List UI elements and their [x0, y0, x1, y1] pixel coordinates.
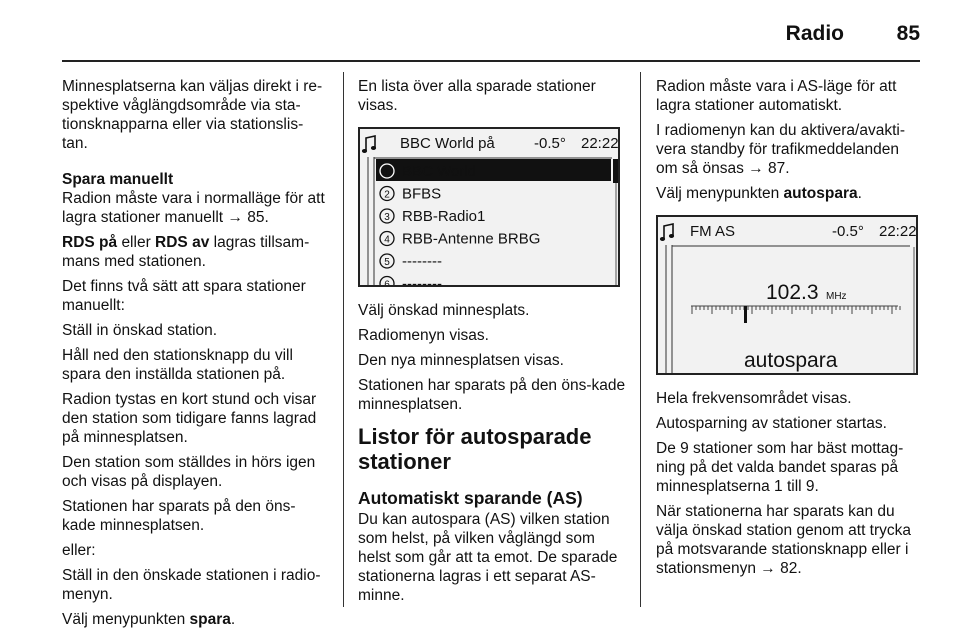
page-header [62, 18, 920, 58]
paragraph: I radiomenyn kan du aktivera/avakti-vera standby för trafikmeddelanden om så önsas → 87. [656, 122, 905, 177]
paragraph: Den station som ställdes in hörs igen och visas på displayen. [62, 454, 316, 490]
reference-arrow-icon: → [227, 209, 243, 226]
preset-number: 2 [384, 189, 390, 201]
music-note-icon [362, 136, 376, 153]
preset-number: 6 [384, 279, 390, 289]
paragraph: Ställ in önskad station. [62, 322, 218, 339]
autostore-label: autospara [744, 349, 838, 372]
paragraph: Radion tystas en kort stund och visar den station som tidigare fanns lagrad på minnesplatsen. [62, 391, 317, 446]
station-name[interactable]: BFBS [402, 185, 442, 203]
reference-arrow-icon: → [748, 160, 764, 177]
paragraph: Minnesplatserna kan väljas direkt i re-spektive våglängdsområde via sta-tionsknapparna eller via stationslis-tan. [62, 78, 323, 152]
screen-offset: -0.5° [832, 223, 864, 240]
station-name[interactable]: RBB-Radio1 [402, 208, 486, 225]
station-list-screen [358, 127, 620, 287]
paragraph: eller: [62, 542, 96, 559]
paragraph: Välj menypunkten spara. [62, 611, 236, 628]
screen-time: 22:22 [581, 135, 619, 152]
paragraph: Hela frekvensområdet visas. [656, 390, 852, 407]
tuner-needle [744, 306, 747, 323]
paragraph: Det finns två sätt att spara stationer manuellt: [62, 278, 306, 314]
station-list [380, 163, 540, 287]
station-name[interactable]: -------- [402, 253, 442, 270]
paragraph: De 9 stationer som har bäst mottag-ning på det valda bandet sparas på minnesplatserna 1 till 9. [656, 440, 904, 495]
autostore-screen [656, 215, 918, 375]
frequency-value: 102.3 [766, 281, 819, 304]
column-3 [656, 77, 924, 584]
column-1 [62, 77, 328, 635]
paragraph: Den nya minnesplatsen visas. [358, 352, 564, 369]
paragraph: Radiomenyn visas. [358, 327, 489, 344]
paragraph: Håll ned den stationsknapp du vill spara den inställda stationen på. [62, 347, 293, 383]
station-name[interactable]: BBC World [402, 163, 476, 180]
autostore-display [658, 217, 918, 375]
tuner-scale [692, 306, 900, 314]
paragraph: Radion måste vara i normalläge för att lagra stationer manuellt → 85. [62, 190, 325, 226]
section-heading: Listor för autosparade stationer [358, 424, 592, 474]
preset-number: 4 [384, 234, 390, 246]
screen-title: BBC World på [400, 135, 495, 152]
paragraph: Välj menypunkten autospara. [656, 185, 862, 202]
column-divider [343, 72, 344, 607]
header-rule [62, 60, 920, 62]
paragraph: Välj önskad minnesplats. [358, 302, 530, 319]
station-name[interactable]: RBB-Antenne BRBG [402, 230, 541, 248]
paragraph: RDS på eller RDS av lagras tillsam-mans med stationen. [62, 234, 310, 270]
screen-offset: -0.5° [534, 135, 566, 152]
screen-title: FM AS [690, 223, 736, 240]
station-list-display [360, 129, 620, 287]
scrollbar-thumb [613, 159, 619, 183]
preset-number: 5 [384, 257, 390, 268]
paragraph: Ställ in den önskade stationen i radio-menyn. [62, 567, 321, 603]
preset-number: 3 [384, 212, 390, 223]
paragraph: En lista över alla sparade stationer visas. [358, 78, 596, 114]
paragraph: Autosparning av stationer startas. [656, 415, 887, 432]
paragraph: Stationen har sparats på den öns-kade minnesplatsen. [358, 377, 626, 413]
page-number: 85 [896, 22, 920, 45]
subheading-manual: Spara manuellt [62, 171, 174, 188]
paragraph: Du kan autospara (AS) vilken station som helst, på vilken våglängd som helst som går att ta emot. De sparade stationerna lagras i ett separat AS-minne. [358, 511, 618, 604]
music-note-icon [660, 224, 674, 241]
reference-arrow-icon: → [760, 560, 776, 577]
paragraph: Stationen har sparats på den öns-kade minnesplatsen. [62, 498, 296, 534]
page-title: Radio [785, 22, 844, 45]
subsection-heading: Automatiskt sparande (AS) [358, 488, 583, 508]
station-name[interactable]: -------- [402, 275, 442, 289]
column-divider [640, 72, 641, 607]
paragraph: Radion måste vara i AS-läge för att lagra stationer automatiskt. [656, 78, 897, 114]
paragraph: När stationerna har sparats kan du välja önskad station genom att trycka på motsvarande stationsknapp eller i stationsmenyn → 82. [656, 503, 912, 577]
preset-number: 1 [384, 167, 390, 178]
column-2 [358, 77, 626, 611]
frequency-unit: MHz [826, 291, 847, 302]
screen-time: 22:22 [879, 223, 917, 240]
